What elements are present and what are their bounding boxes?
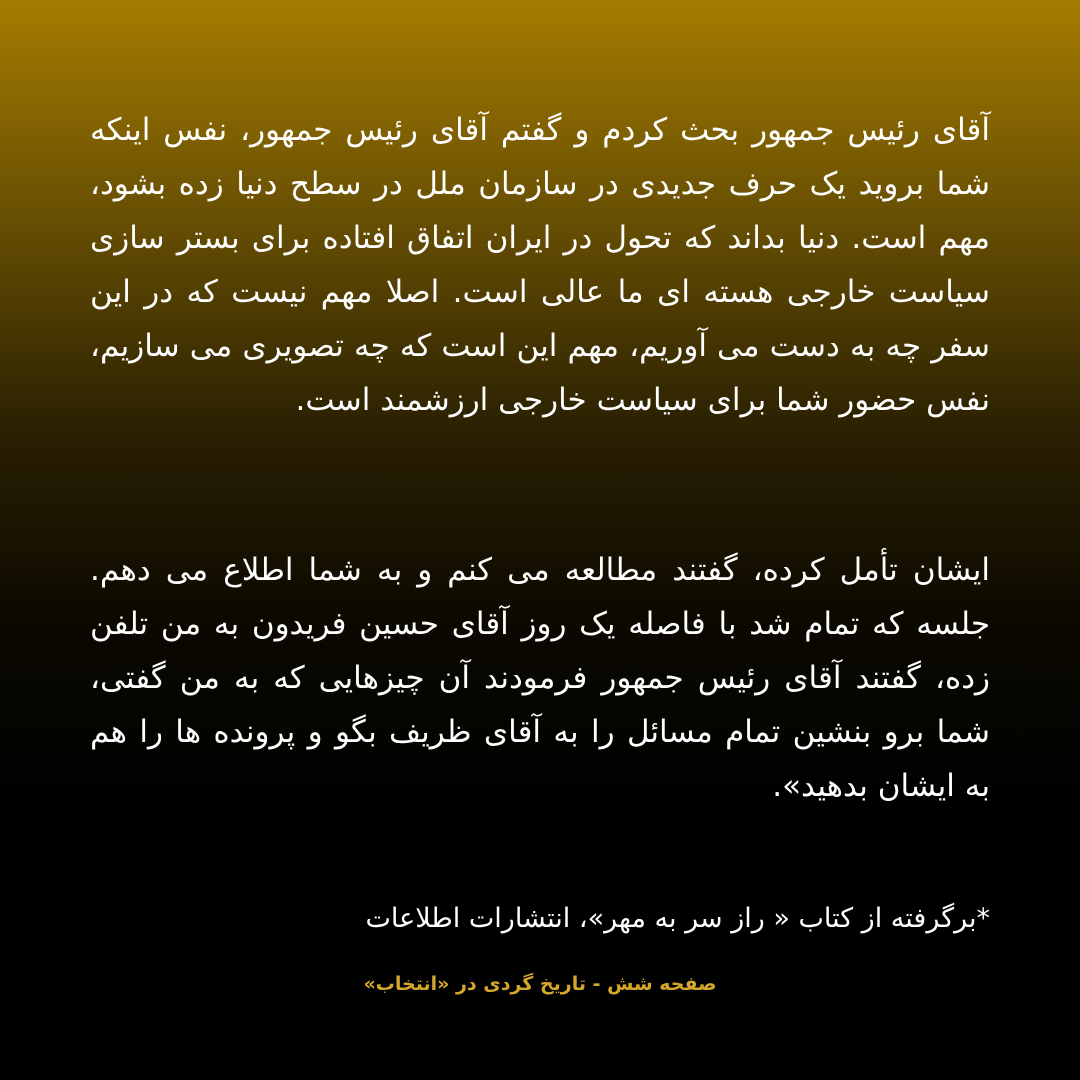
footer-caption: صفحه شش - تاریخ گردی در «انتخاب» — [363, 973, 717, 995]
body-paragraph-2: ایشان تأمل کرده، گفتند مطالعه می کنم و به شما اطلاع می دهم. جلسه که تمام شد با فاصله یک روز آقای حسین فریدون به من تلفن زده، گفتند آقای رئیس جمهور فرمودند آن چیزهایی که به من گفتی، شما برو بنشین تمام مسائل را به آقای ظریف بگو و پرونده ها را هم به ایشان بدهید». — [90, 552, 990, 804]
body-paragraph-1: آقای رئیس جمهور بحث کردم و گفتم آقای رئیس جمهور، نفس اینکه شما بروید یک حرف جدیدی در سازمان ملل در سطح دنیا زده بشود، مهم است. دنیا بداند که تحول در ایران اتفاق افتاده برای بستر سازی سیاست خارجی هسته ای ما عالی است. اصلا مهم نیست که در این سفر چه به دست می آوریم، مهم این است که چه تصویری می سازیم، نفس حضور شما برای سیاست خارجی ارزشمند است. — [90, 112, 990, 418]
source-citation: *برگرفته از کتاب « راز سر به مهر»، انتشارات اطلاعات — [365, 903, 990, 934]
